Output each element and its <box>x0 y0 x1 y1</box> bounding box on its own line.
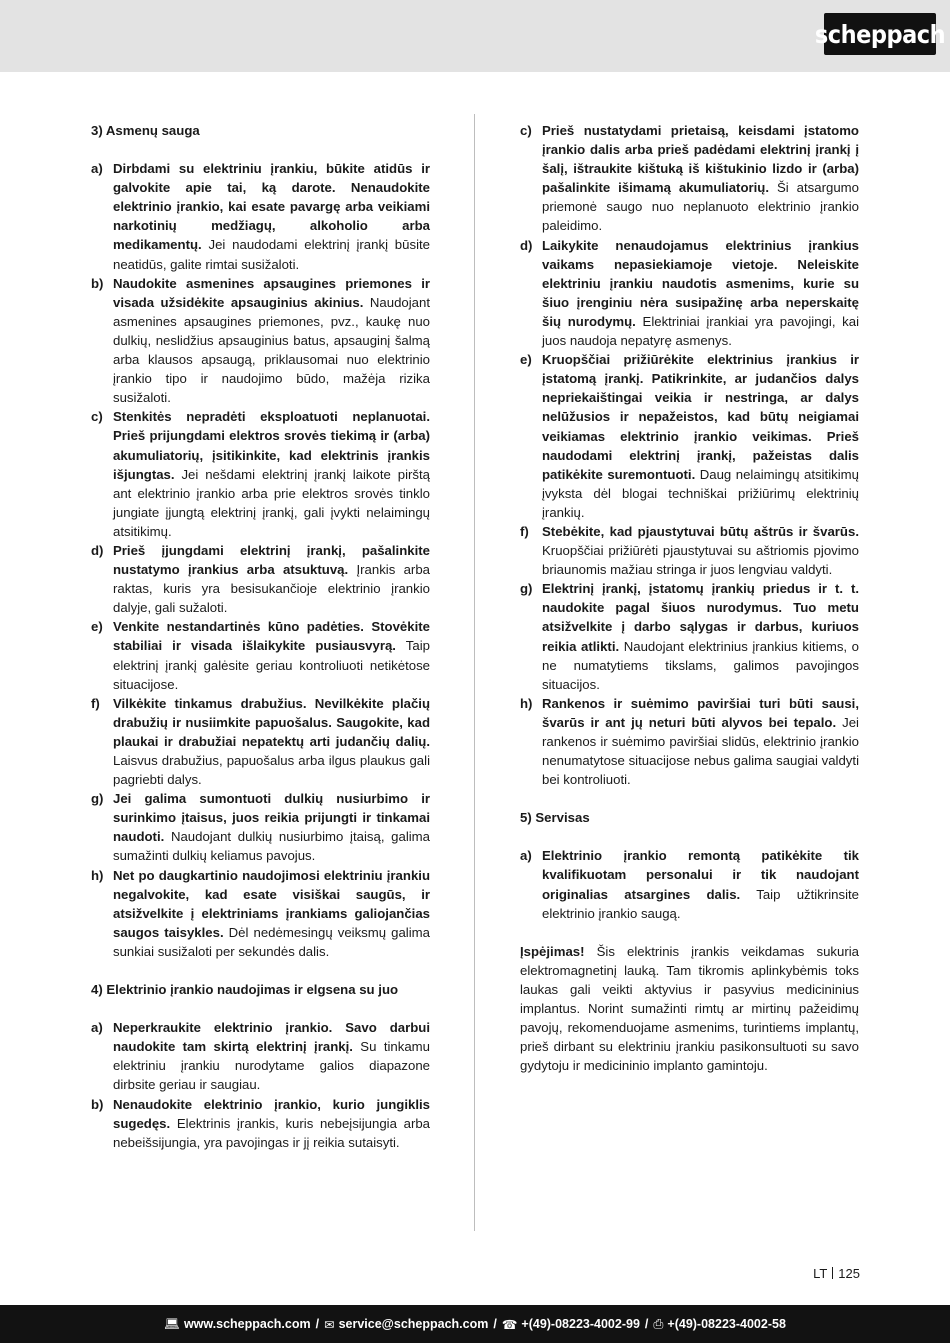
list-item-normal-text: Jei nešdami elektrinį įrankį laikote pirštą ant elektrinio įrankio arba prie elektros srovės tinklo jungiate įjungtą elektrinį įrankį, gali įvykti nelaimingų atsitikimų. <box>113 466 430 539</box>
list-section-4 <box>91 1018 430 1152</box>
fax-icon: ⎙ <box>653 1316 664 1331</box>
list-item-label: a) <box>91 1020 103 1036</box>
list-item <box>91 159 430 274</box>
list-item-bold-text: Elektrinio įrankio remontą patikėkite tik kvalifikuotam personalui ir tik naudojant originalias atsargines dalis. <box>542 848 859 902</box>
list-item-text <box>113 789 430 865</box>
list-item-normal-text: Jei rankenos ir suėmimo paviršiai slidūs, elektrinio įrankio nenumatytose situacijose nebus galima saugiai valdyti bei kontroliuoti. <box>542 714 859 788</box>
list-item-bold-text: Stenkitės nepradėti eksploatuoti neplanuotai. Prieš prijungdami elektros srovės tiekimą ir (arba) akumuliatorių, įsitikinkite, kad elektrinis įrankis išjungtas. <box>113 409 430 482</box>
list-item-label: c) <box>520 123 532 138</box>
list-item-bold-text: Jei galima sumontuoti dulkių nusiurbimo ir surinkimo įtaisus, juos reikia prijungti ir tinkamai naudoti. <box>113 791 430 845</box>
list-item <box>91 1095 430 1152</box>
page-lang: LT <box>813 1266 828 1281</box>
list-item-normal-text: Elektrinis įrankis, kuris nebeįsijungia arba nebeišsijungia, yra pavojingas ir jį reikia sutaisyti. <box>113 1115 430 1150</box>
page-number <box>800 1266 860 1281</box>
list-item <box>520 579 859 694</box>
list-section-3 <box>91 159 430 961</box>
list-item-text <box>113 1018 430 1094</box>
list-item-label: e) <box>520 352 532 368</box>
list-item-bold-text: Neperkraukite elektrinio įrankio. Savo darbui naudokite tam skirtą elektrinį įrankį. <box>113 1020 430 1055</box>
list-item-bold-text: Rankenos ir suėmimo paviršiai turi būti sausi, švarūs ir ant jų neturi būti alyvos bei tepalo. <box>542 695 859 730</box>
list-item <box>520 522 859 579</box>
scheppach-logo: scheppach <box>824 13 936 55</box>
list-item-text <box>113 1095 430 1152</box>
list-item <box>520 694 859 789</box>
list-item-bold-text: Dirbdami su elektriniu įrankiu, būkite atidūs ir galvokite apie tai, ką darote. Nenaudokite elektrinio įrankio, kai esate pavargę arba veikiami narkotinių medžiagų, alkoholio arba medikamentų. <box>113 161 430 253</box>
list-item <box>91 274 430 408</box>
list-item <box>520 350 859 522</box>
list-item-label: f) <box>91 695 100 711</box>
list-item-label: d) <box>91 542 104 558</box>
list-item-normal-text: Kruopščiai prižiūrėti pjaustytuvai su aštriomis pjovimo briaunomis mažiau stringa ir juos lengviau valdyti. <box>542 543 859 578</box>
list-item-text <box>542 350 859 522</box>
list-item-text <box>542 236 859 351</box>
list-item-label: g) <box>520 581 533 597</box>
list-item-label: a) <box>520 848 532 864</box>
list-item-text <box>113 159 430 274</box>
list-item-text <box>542 522 859 579</box>
list-item-bold-text: Prieš nustatydami prietaisą, keisdami įstatomo įrankio dalis arba prieš padėdami elektrinį įrankį į šalį, ištraukite kištuką iš kištukinio lizdo ir (arba) pašalinkite išimamą akumuliatorių. <box>542 123 859 196</box>
footer-phone[interactable] <box>502 1317 640 1332</box>
list-item-normal-text: Įrankis arba raktas, kuris yra besisukančioje elektrinio įrankio dalyje, gali sužaloti. <box>113 562 430 616</box>
column-divider <box>474 114 475 1231</box>
warning-label: Įspėjimas! <box>520 943 585 959</box>
footer-website[interactable] <box>164 1317 311 1332</box>
warning-text: Šis elektrinis įrankis veikdamas sukuria elektromagnetinį lauką. Tam tikromis aplinkybėmis toks laukas gali veikti aktyvius ir pasyvius medicininius implantus. Norint sumažinti rimtų ar mirtinų pažeidimų pavojų, rekomenduojame asmenims, turintiems implantų, prieš dirbant su elektriniu įrankiu pasikonsultuoti su savo gydytoju ir medicininio implanto gamintoju. <box>520 943 859 1074</box>
right-column <box>520 121 859 1075</box>
list-item <box>91 617 430 693</box>
list-item <box>520 236 859 351</box>
list-item-label: g) <box>91 791 104 807</box>
list-item-label: a) <box>91 161 103 177</box>
separator: / <box>644 1317 649 1331</box>
list-item-bold-text: Elektrinį įrankį, įstatomų įrankių priedus ir t. t. naudokite pagal šiuos nurodymus. Tuo metu atsižvelkite į darbo sąlygas ir darbus, kuriuos reikia atlikti. <box>542 581 859 654</box>
list-item-bold-text: Net po daugkartinio naudojimosi elektriniu įrankiu negalvokite, kad esate visiškai saugūs, ir atsižvelkite į elektriniams įrankiams galiojančias saugos taisykles. <box>113 867 430 940</box>
list-item-normal-text: Naudojant dulkių nusiurbimo įtaisą, galima sumažinti dulkių keliamus pavojus. <box>113 829 430 864</box>
list-item <box>91 694 430 789</box>
mail-icon: ✉︎ <box>324 1317 335 1332</box>
separator: / <box>315 1317 320 1331</box>
list-item-bold-text: Vilkėkite tinkamus drabužius. Nevilkėkite plačių drabužių ir nusiimkite papuošalus. Saugokite, kad plaukai ir drabužiai nepatektų arti judančių dalių. <box>113 695 430 749</box>
list-item-label: h) <box>520 695 533 711</box>
section-heading-tool-usage: 4) Elektrinio įrankio naudojimas ir elgsena su juo <box>91 982 399 998</box>
fax-number: +(49)-08223-4002-58 <box>667 1317 786 1331</box>
list-item <box>91 789 430 865</box>
list-item-text <box>113 274 430 408</box>
list-item <box>91 866 430 961</box>
list-item-label: f) <box>520 523 529 539</box>
list-item-text <box>542 694 859 789</box>
list-item-label: h) <box>91 867 104 883</box>
list-item-text <box>542 846 859 922</box>
list-item-text <box>113 541 430 617</box>
list-item <box>91 407 430 541</box>
list-item-text <box>542 579 859 694</box>
footer-email[interactable] <box>324 1317 488 1332</box>
list-item-text <box>113 407 430 541</box>
list-item-normal-text: Dėl nedėmesingų veiksmų galima sunkiai susižaloti per sekundės dalis. <box>113 924 430 959</box>
list-item-normal-text: Naudojant asmenines apsaugines priemones, pvz., kaukę nuo dulkių, neslidžius apsauginius batus, apsauginį šalmą arba klausos apsaugą, priklausomai nuo elektrinio įrankio tipo ir naudojimo būdo, mažėja rizika susižaloti. <box>113 294 430 406</box>
list-item-normal-text: Daug nelaimingų atsitikimų įvyksta dėl blogai techniškai prižiūrimų elektrinių įrankių. <box>542 466 859 520</box>
section-heading-personal-safety: 3) Asmenų sauga <box>91 123 200 138</box>
phone-number[interactable]: +(49)-08223-4002-99 <box>521 1317 640 1331</box>
list-item-text <box>113 694 430 789</box>
phone-icon: ☎︎ <box>501 1317 518 1332</box>
list-item-normal-text: Elektriniai įrankiai yra pavojingi, kai juos naudoja nepatyrę asmenys. <box>542 313 859 349</box>
list-item-bold-text: Stebėkite, kad pjaustytuvai būtų aštrūs ir švarūs. <box>542 523 859 539</box>
list-item-label: c) <box>91 409 103 425</box>
left-column <box>91 121 430 1152</box>
list-item-label: b) <box>91 275 104 291</box>
section-heading-service: 5) Servisas <box>520 810 590 826</box>
email-link[interactable]: service@scheppach.com <box>338 1317 489 1331</box>
list-item-normal-text: Su tinkamu elektriniu įrankiu nurodytame galios diapazone dirbsite geriau ir saugiau. <box>113 1039 430 1093</box>
list-item-bold-text: Nenaudokite elektrinio įrankio, kurio jungiklis sugedęs. <box>113 1096 430 1131</box>
list-item <box>520 846 859 922</box>
list-item <box>91 541 430 617</box>
list-item-normal-text: Laisvus drabužius, papuošalus arba ilgus plaukus gali pagriebti dalys. <box>113 753 430 788</box>
list-item-normal-text: Jei naudodami elektrinį įrankį būsite neatidūs, galite rimtai susižaloti. <box>113 237 430 272</box>
list-item <box>91 1018 430 1094</box>
list-item-label: e) <box>91 619 103 635</box>
separator: / <box>493 1317 497 1331</box>
website-link[interactable]: www.scheppach.com <box>183 1317 311 1331</box>
list-section-4-continued <box>520 121 859 789</box>
list-item-text <box>542 121 859 236</box>
list-item-bold-text: Kruopščiai prižiūrėkite elektrinius įrankius ir įstatomą įrankį. Patikrinkite, ar judančios dalys nepriekaištingai veikia ir nestringa, ar dalys nelūžusios ir nepažeistos, kad būtų neigiamai veikiamas elektrinio įrankio veikimas. Prieš naudodami elektrinį įrankį, pažeistas dalis patikėkite suremontuoti. <box>542 352 859 482</box>
list-item-normal-text: Taip užtikrinsite elektrinio įrankio saugą. <box>542 886 859 921</box>
list-item-bold-text: Venkite nestandartinės kūno padėties. Stovėkite stabiliai ir visada išlaikykite pusiausvyrą. <box>113 619 430 654</box>
list-section-5 <box>520 846 859 922</box>
list-item-label: d) <box>520 237 533 253</box>
header-bar <box>0 0 950 72</box>
warning-paragraph <box>520 942 859 1076</box>
footer-fax <box>653 1317 786 1332</box>
list-item-normal-text: Naudojant elektrinius įrankius kitiems, o ne numatytiems tikslams, galimos pavojingos situacijos. <box>542 638 859 692</box>
list-item-bold-text: Naudokite asmenines apsaugines priemones ir visada užsidėkite apsauginius akinius. <box>113 275 430 310</box>
page-number-value: 125 <box>838 1266 860 1281</box>
page-separator <box>832 1267 833 1279</box>
list-item-normal-text: Ši atsargumo priemonė saugo nuo neplanuoto elektrinio įrankio paleidimo. <box>542 180 859 234</box>
list-item-normal-text: Taip elektrinį įrankį galėsite geriau kontroliuoti netikėtose situacijose. <box>113 638 430 692</box>
computer-icon: 💻︎ <box>164 1316 180 1331</box>
list-item-bold-text: Laikykite nenaudojamus elektrinius įrankius vaikams nepasiekiamoje vietoje. Neleiskite elektriniu įrankiu naudotis asmenims, kurie su šiuo įrenginiu nėra susipažinę arba neperskaitę šių nurodymų. <box>542 237 859 329</box>
footer-bar <box>0 1305 950 1343</box>
list-item-text <box>113 617 430 693</box>
list-item-label: b) <box>91 1096 104 1112</box>
list-item-text <box>113 866 430 961</box>
list-item <box>520 121 859 236</box>
list-item-bold-text: Prieš įjungdami elektrinį įrankį, pašalinkite nustatymo įrankius arba atsuktuvą. <box>113 542 430 578</box>
